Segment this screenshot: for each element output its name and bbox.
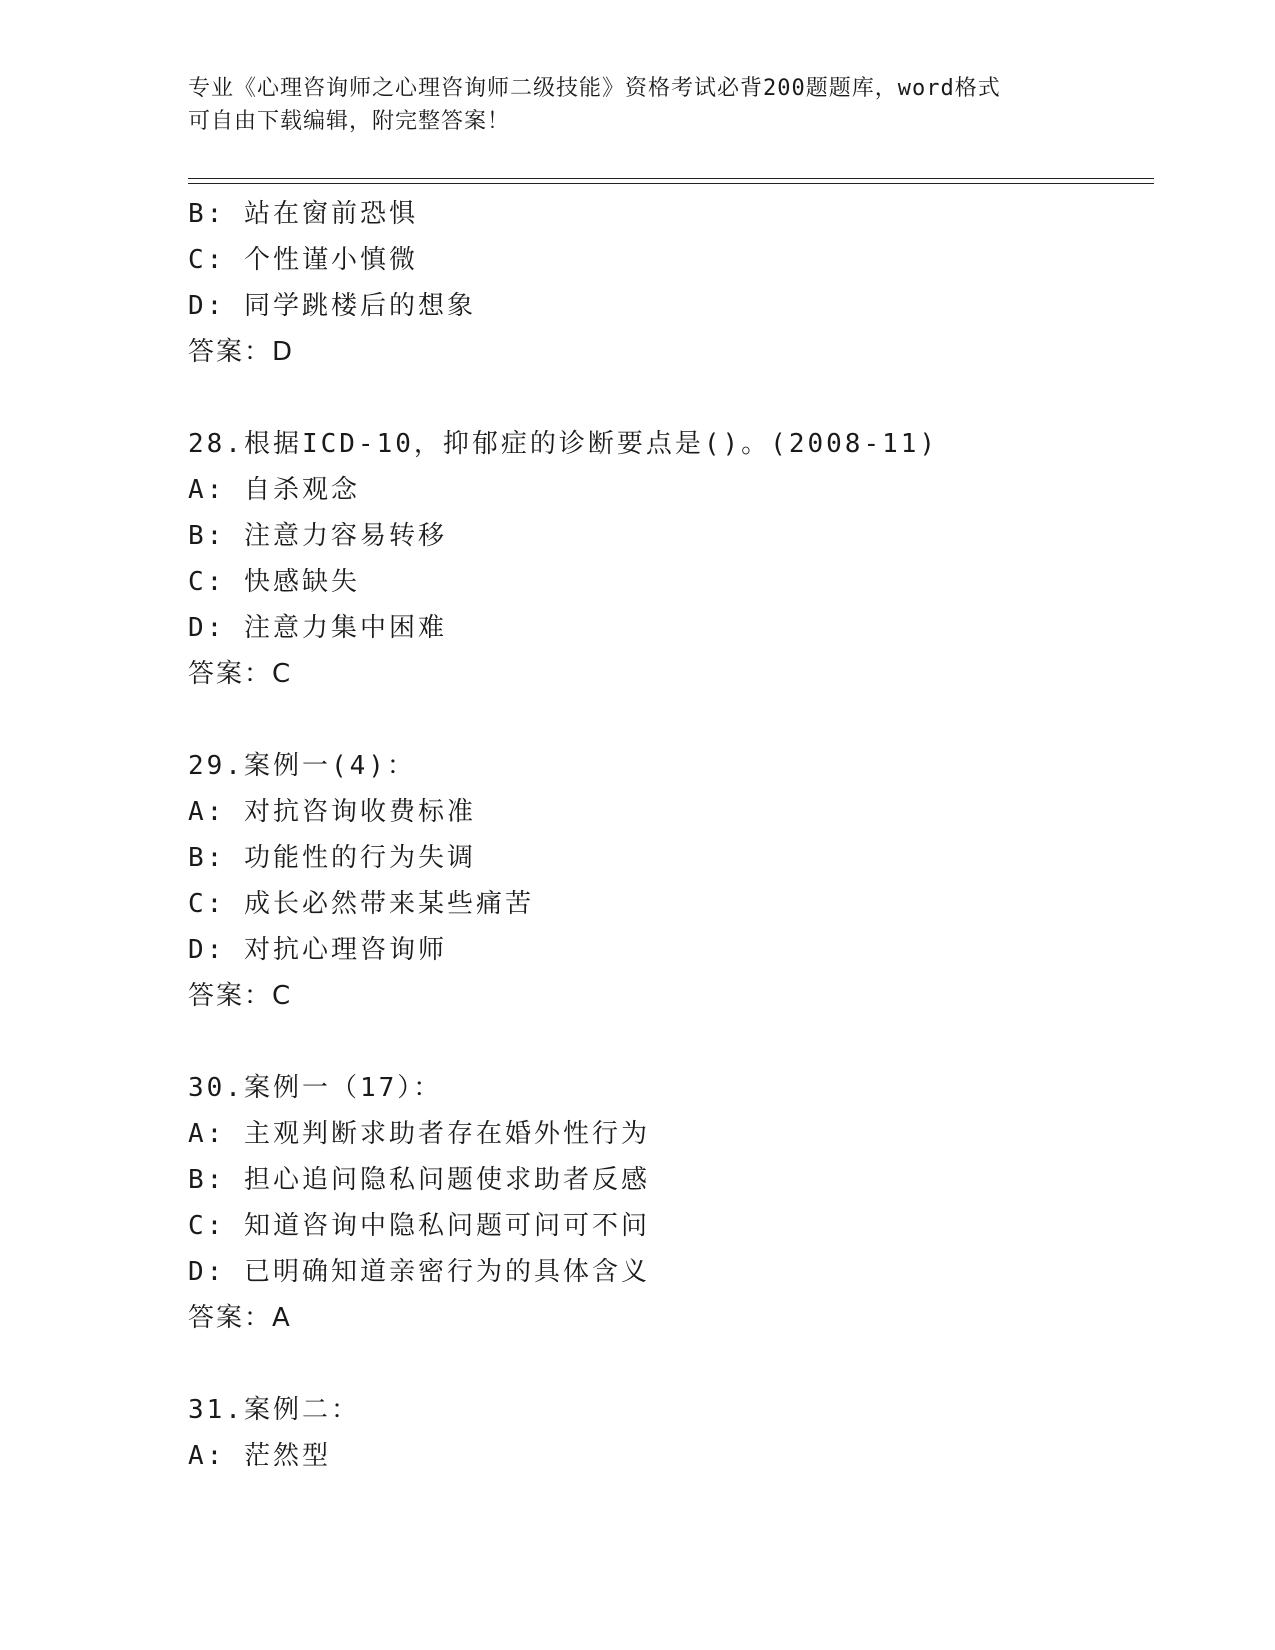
question-stem: 28.根据ICD-10，抑郁症的诊断要点是()。(2008-11) [188, 429, 939, 459]
option-a: A: 自杀观念 [188, 475, 360, 505]
header-title-line-2: 可自由下载编辑，附完整答案！ [188, 109, 511, 134]
answer-label: 答案： [188, 1303, 273, 1333]
spacer [188, 697, 1148, 743]
question-block [188, 421, 1148, 697]
question-block [188, 1387, 1148, 1479]
spacer [188, 375, 1148, 421]
header-title-line-1: 专业《心理咨询师之心理咨询师二级技能》资格考试必背200题题库，word格式 [188, 76, 1001, 101]
answer-line [188, 973, 1148, 1019]
option-a: A: 主观判断求助者存在婚外性行为 [188, 1119, 650, 1149]
spacer [188, 1019, 1148, 1065]
answer-value: C [272, 981, 293, 1011]
answer-line [188, 1295, 1148, 1341]
option-d: D: 对抗心理咨询师 [188, 935, 447, 965]
answer-value: D [272, 337, 295, 367]
spacer [188, 1341, 1148, 1387]
answer-line [188, 651, 1148, 697]
question-list [188, 191, 1148, 1479]
option-a: A: 茫然型 [188, 1441, 331, 1471]
question-stem: 30.案例一（17）： [188, 1073, 443, 1103]
header-divider-top [188, 178, 1154, 179]
option-b: B: 担心追问隐私问题使求助者反感 [188, 1165, 650, 1195]
answer-label: 答案： [188, 659, 273, 689]
option-b: B: 站在窗前恐惧 [188, 199, 418, 229]
option-a: A: 对抗咨询收费标准 [188, 797, 476, 827]
answer-line [188, 329, 1148, 375]
option-b: B: 注意力容易转移 [188, 521, 447, 551]
header-divider-bottom [188, 183, 1154, 184]
option-d: D: 注意力集中困难 [188, 613, 447, 643]
option-d: D: 同学跳楼后的想象 [188, 291, 476, 321]
option-b: B: 功能性的行为失调 [188, 843, 476, 873]
document-header [188, 72, 1088, 138]
option-c: C: 知道咨询中隐私问题可问可不问 [188, 1211, 650, 1241]
answer-label: 答案： [188, 981, 273, 1011]
question-block [188, 191, 1148, 375]
option-d: D: 已明确知道亲密行为的具体含义 [188, 1257, 650, 1287]
option-c: C: 快感缺失 [188, 567, 360, 597]
question-stem: 31.案例二： [188, 1395, 360, 1425]
question-block [188, 1065, 1148, 1341]
answer-label: 答案： [188, 337, 273, 367]
option-c: C: 个性谨小慎微 [188, 245, 418, 275]
question-stem: 29.案例一(4)： [188, 751, 416, 781]
answer-value: A [272, 1303, 292, 1333]
question-block [188, 743, 1148, 1019]
option-c: C: 成长必然带来某些痛苦 [188, 889, 534, 919]
answer-value: C [272, 659, 293, 689]
